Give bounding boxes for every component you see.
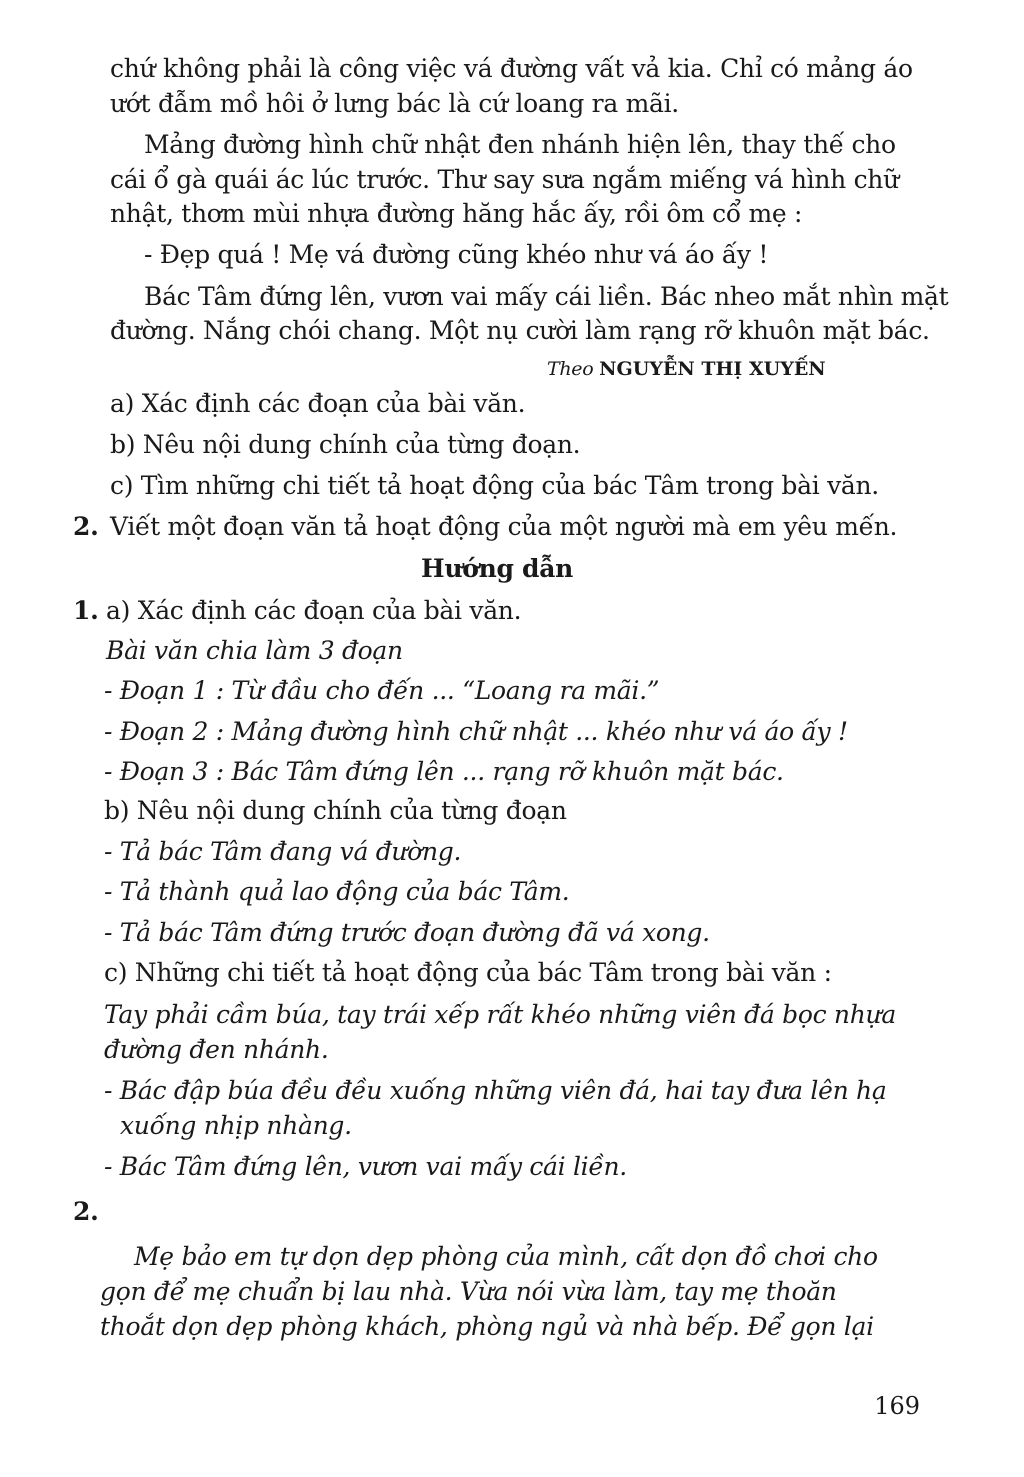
- answer-1c-item: - Bác đập búa đều đều xuống những viên đá, hai tay đưa lên hạ: [104, 1076, 887, 1105]
- answer-1b-item: - Tả bác Tâm đứng trước đoạn đường đã vá xong.: [104, 918, 710, 947]
- answer-1a-item: - Đoạn 2 : Mảng đường hình chữ nhật ... khéo như vá áo ấy !: [104, 717, 848, 746]
- answer-1-number: 1.: [73, 596, 99, 625]
- answer-1a-text: Bài văn chia làm 3 đoạn: [106, 636, 403, 665]
- answer-2-text: thoắt dọn dẹp phòng khách, phòng ngủ và nhà bếp. Để gọn lại: [100, 1312, 874, 1341]
- question-2-text: Viết một đoạn văn tả hoạt động của một người mà em yêu mến.: [110, 512, 898, 541]
- story-line: đường. Nắng chói chang. Một nụ cười làm rạng rỡ khuôn mặt bác.: [110, 316, 930, 345]
- question-c: c) Tìm những chi tiết tả hoạt động của bác Tâm trong bài văn.: [110, 471, 879, 500]
- question-a: a) Xác định các đoạn của bài văn.: [110, 389, 526, 418]
- answer-1b-item: - Tả thành quả lao động của bác Tâm.: [104, 877, 570, 906]
- story-line: chứ không phải là công việc vá đường vất vả kia. Chỉ có mảng áo: [110, 54, 913, 83]
- answer-1c-item: xuống nhịp nhàng.: [120, 1111, 352, 1140]
- story-line: ướt đẫm mồ hôi ở lưng bác là cứ loang ra mãi.: [110, 89, 679, 118]
- story-dialogue: - Đẹp quá ! Mẹ vá đường cũng khéo như vá áo ấy !: [144, 240, 769, 269]
- answer-2-number: 2.: [73, 1197, 99, 1226]
- source-citation: [547, 352, 826, 386]
- source-prefix: Theo: [547, 358, 594, 380]
- answer-1a-item: - Đoạn 3 : Bác Tâm đứng lên ... rạng rỡ khuôn mặt bác.: [104, 757, 784, 786]
- guide-heading: Hướng dẫn: [421, 554, 573, 583]
- answer-1c-text: Tay phải cầm búa, tay trái xếp rất khéo những viên đá bọc nhựa: [104, 1000, 896, 1029]
- source-author: NGUYỄN THỊ XUYẾN: [599, 358, 826, 380]
- story-line: Mảng đường hình chữ nhật đen nhánh hiện lên, thay thế cho: [144, 130, 896, 159]
- page-number: 169: [874, 1392, 920, 1420]
- question-2-number: 2.: [73, 512, 99, 541]
- story-line: nhật, thơm mùi nhựa đường hăng hắc ấy, rồi ôm cổ mẹ :: [110, 199, 803, 228]
- story-line: cái ổ gà quái ác lúc trước. Thư say sưa ngắm miếng vá hình chữ: [110, 165, 899, 194]
- answer-1c-item: - Bác Tâm đứng lên, vươn vai mấy cái liền.: [104, 1152, 627, 1181]
- story-line: Bác Tâm đứng lên, vươn vai mấy cái liền. Bác nheo mắt nhìn mặt: [144, 282, 949, 311]
- answer-2-text: gọn để mẹ chuẩn bị lau nhà. Vừa nói vừa làm, tay mẹ thoăn: [100, 1277, 837, 1306]
- answer-1a-item: - Đoạn 1 : Từ đầu cho đến ... “Loang ra mãi.”: [104, 676, 660, 705]
- answer-1c-prompt: c) Những chi tiết tả hoạt động của bác Tâm trong bài văn :: [104, 958, 832, 987]
- answer-1a-prompt: a) Xác định các đoạn của bài văn.: [106, 596, 522, 625]
- question-b: b) Nêu nội dung chính của từng đoạn.: [110, 430, 581, 459]
- answer-1c-text: đường đen nhánh.: [104, 1035, 329, 1064]
- answer-1b-prompt: b) Nêu nội dung chính của từng đoạn: [104, 796, 567, 825]
- answer-1b-item: - Tả bác Tâm đang vá đường.: [104, 837, 462, 866]
- answer-2-text: Mẹ bảo em tự dọn dẹp phòng của mình, cất dọn đồ chơi cho: [134, 1242, 878, 1271]
